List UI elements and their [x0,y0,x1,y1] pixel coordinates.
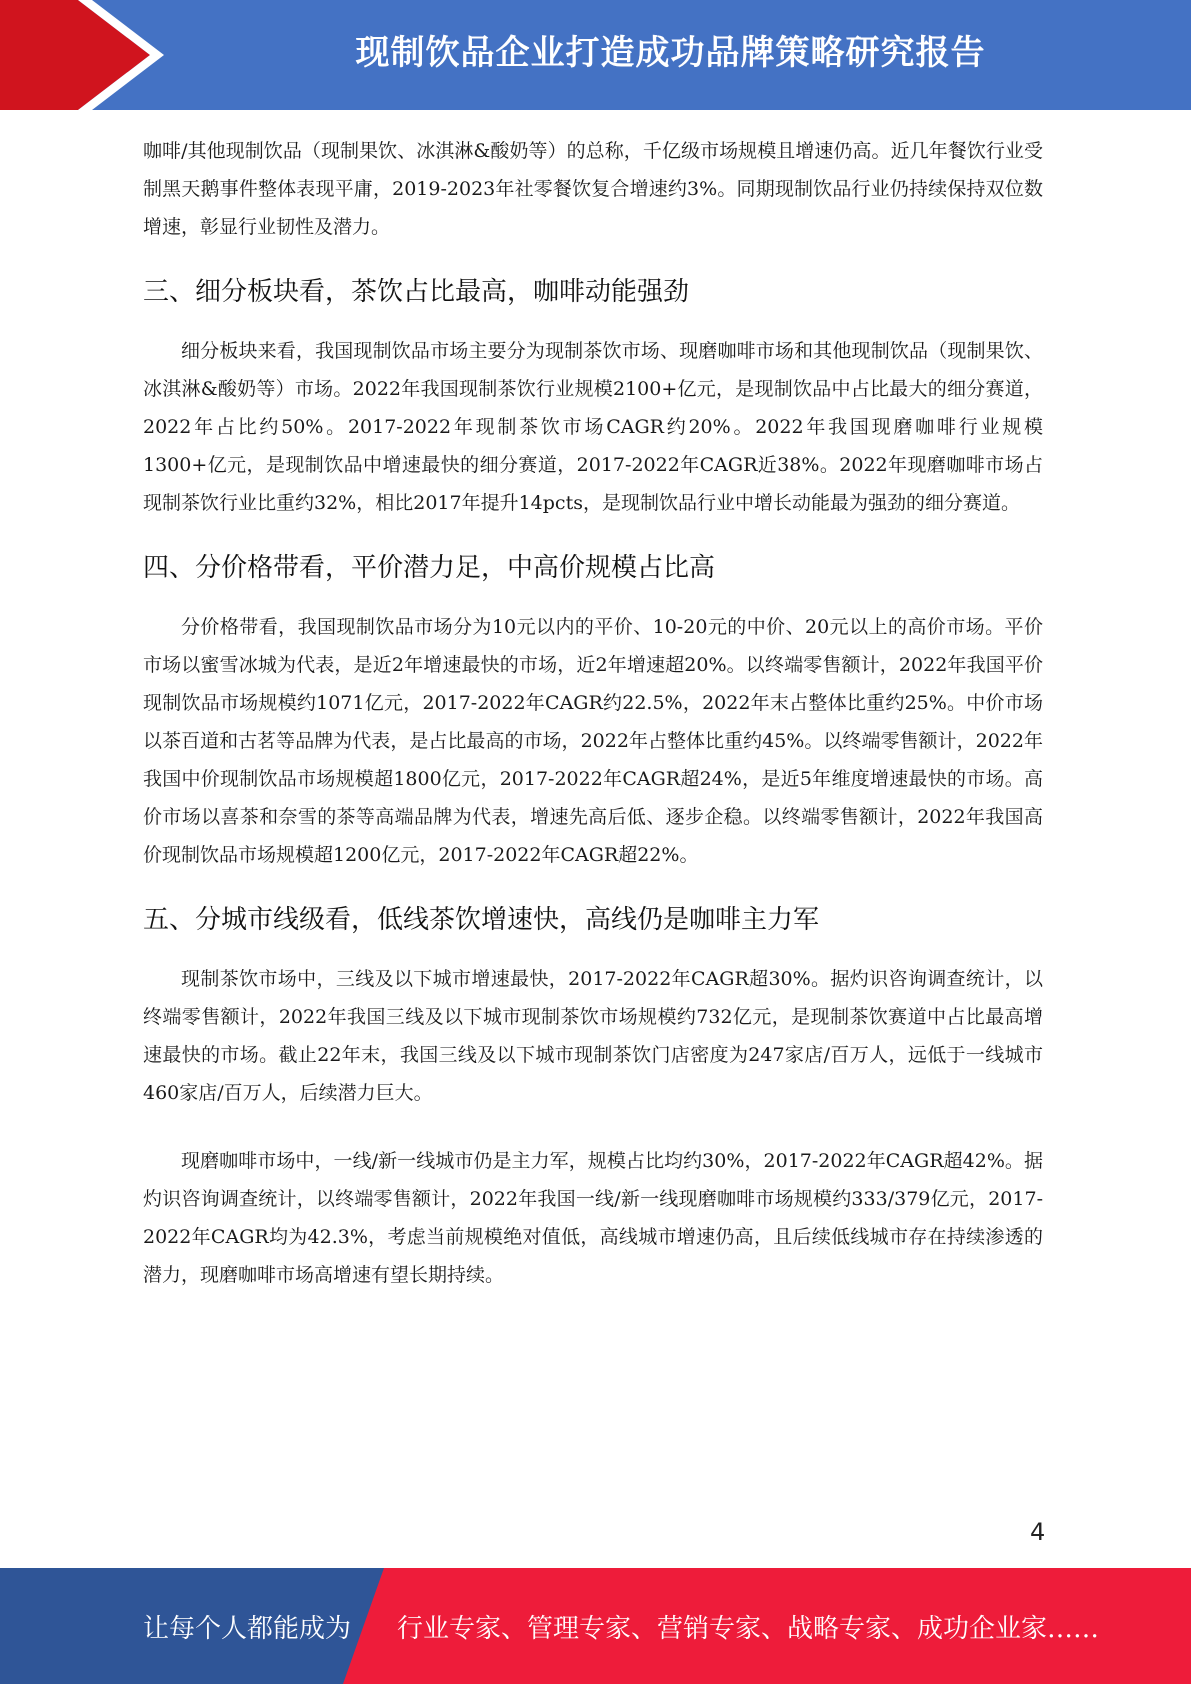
main-content [143,132,1043,1294]
section-5-heading: 五、分城市线级看，低线茶饮增速快，高线仍是咖啡主力军 [143,905,820,935]
footer-slogan-lead: 让每个人都能成为 [143,1614,352,1644]
section-3-heading: 三、细分板块看，茶饮占比最高，咖啡动能强劲 [143,277,690,307]
footer-slogan-roles: 行业专家、管理专家、营销专家、战略专家、成功企业家…… [397,1614,1100,1644]
section-3-paragraph: 细分板块来看，我国现制饮品市场主要分为现制茶饮市场、现磨咖啡市场和其他现制饮品（现制果饮、冰淇淋&酸奶等）市场。2022年我国现制茶饮行业规模2100+亿元，是现制饮品中占比最大的细分赛道，2022年占比约50%。2017-2022年现制茶饮市场CAGR约20%。2022年我国现磨咖啡行业规模1300+亿元，是现制饮品中增速最快的细分赛道，2017-2022年CAGR近38%。2022年现磨咖啡市场占现制茶饮行业比重约32%，相比2017年提升14pcts，是现制饮品行业中增长动能最为强劲的细分赛道。 [143,340,1043,514]
section-4-paragraph: 分价格带看，我国现制饮品市场分为10元以内的平价、10-20元的中价、20元以上的高价市场。平价市场以蜜雪冰城为代表，是近2年增速最快的市场，近2年增速超20%。以终端零售额计，2022年我国平价现制饮品市场规模约1071亿元，2017-2022年CAGR约22.5%，2022年末占整体比重约25%。中价市场以茶百道和古茗等品牌为代表，是占比最高的市场，2022年占整体比重约45%。以终端零售额计，2022年我国中价现制饮品市场规模超1800亿元，2017-2022年CAGR超24%，是近5年维度增速最快的市场。高价市场以喜茶和奈雪的茶等高端品牌为代表，增速先高后低、逐步企稳。以终端零售额计，2022年我国高价现制饮品市场规模超1200亿元，2017-2022年CAGR超22%。 [143,616,1043,866]
section-4-heading: 四、分价格带看，平价潜力足，中高价规模占比高 [143,553,716,583]
report-title: 现制饮品企业打造成功品牌策略研究报告 [355,33,986,73]
section-5-paragraph-tea: 现制茶饮市场中，三线及以下城市增速最快，2017-2022年CAGR超30%。据灼识咨询调查统计，以终端零售额计，2022年我国三线及以下城市现制茶饮市场规模约732亿元，是现制茶饮赛道中占比最高增速最快的市场。截止22年末，我国三线及以下城市现制茶饮门店密度为247家店/百万人，远低于一线城市460家店/百万人，后续潜力巨大。 [143,968,1043,1104]
page-footer [0,1568,1191,1684]
page-number: 4 [1030,1518,1046,1546]
section-5-paragraph-coffee: 现磨咖啡市场中，一线/新一线城市仍是主力军，规模占比均约30%，2017-2022年CAGR超42%。据灼识咨询调查统计，以终端零售额计，2022年我国一线/新一线现磨咖啡市场规模约333/379亿元，2017-2022年CAGR均为42.3%，考虑当前规模绝对值低，高线城市增速仍高，且后续低线城市存在持续渗透的潜力，现磨咖啡市场高增速有望长期持续。 [143,1150,1043,1286]
page-header [0,0,1191,110]
intro-paragraph: 咖啡/其他现制饮品（现制果饮、冰淇淋&酸奶等）的总称，千亿级市场规模且增速仍高。近几年餐饮行业受制黑天鹅事件整体表现平庸，2019-2023年社零餐饮复合增速约3%。同期现制饮品行业仍持续保持双位数增速，彰显行业韧性及潜力。 [143,140,1043,238]
